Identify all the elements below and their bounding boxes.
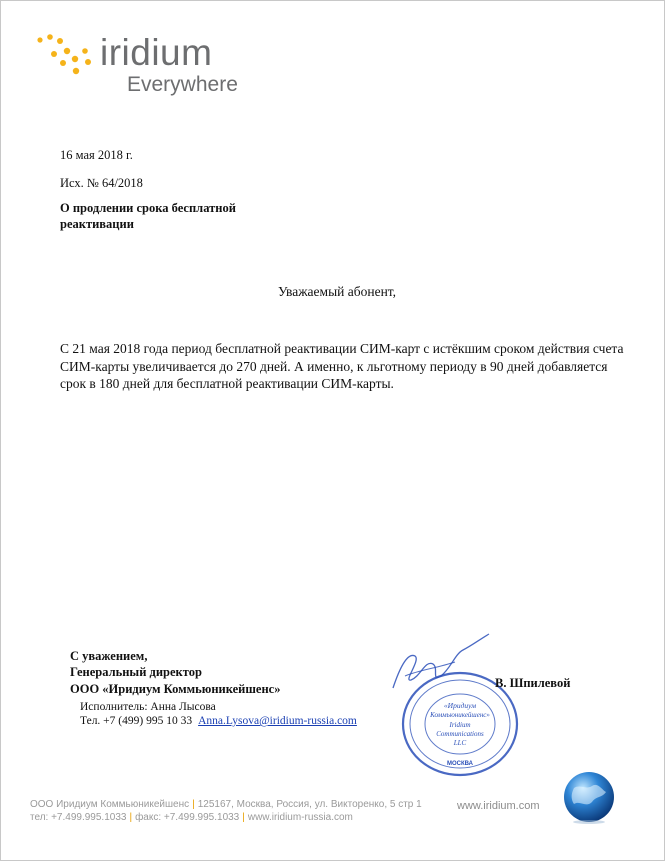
letter-reference: Исх. № 64/2018 bbox=[60, 176, 143, 190]
footer-site-link[interactable]: www.iridium.com bbox=[457, 800, 540, 812]
email-link[interactable]: Anna.Lysova@iridium-russia.com bbox=[198, 715, 357, 727]
body-line: СИМ-карты увеличивается до 270 дней. А именно, к льготному периоду в 90 дней добавляется bbox=[60, 358, 608, 374]
footer-fax: факс: +7.499.995.1033 bbox=[135, 812, 240, 823]
stamp-line: Communications bbox=[436, 730, 484, 738]
contact-line bbox=[80, 715, 357, 729]
footer-separator: | bbox=[242, 812, 245, 823]
footer-address-line bbox=[30, 799, 422, 810]
subject-line: реактивации bbox=[60, 216, 134, 231]
logo-tagline: Everywhere bbox=[127, 73, 238, 96]
stamp-line: Коммьюникейшенс» bbox=[430, 711, 490, 719]
body-line: С 21 мая 2018 года период бесплатной реактивации СИМ-карт с истёкшим сроком действия счета bbox=[60, 341, 624, 356]
letter-date: 16 мая 2018 г. bbox=[60, 148, 133, 162]
stamp-line: LLC bbox=[453, 739, 467, 747]
greeting: Уважаемый абонент, bbox=[278, 284, 397, 299]
footer-separator: | bbox=[129, 812, 133, 823]
body-line: срок в 180 дней для бесплатной реактивации СИМ-карты. bbox=[60, 376, 394, 392]
executor: Исполнитель: Анна Лысова bbox=[80, 701, 216, 713]
letter-body bbox=[60, 340, 624, 393]
footer-address: 125167, Москва, Россия, ул. Викторенко, 5 стр 1 bbox=[197, 799, 422, 810]
footer-contact-line bbox=[30, 812, 353, 823]
phone: Тел. +7 (499) 995 10 33 bbox=[80, 715, 193, 727]
subject-line: О продлении срока бесплатной bbox=[60, 201, 236, 215]
footer-separator: | bbox=[192, 799, 195, 810]
closing-line: Генеральный директор bbox=[70, 665, 202, 680]
globe-icon bbox=[562, 770, 616, 824]
footer-web[interactable]: www.iridium-russia.com bbox=[247, 812, 353, 823]
stamp-line: Iridium bbox=[449, 721, 471, 729]
signature bbox=[385, 630, 495, 700]
stamp-line: «Иридиум bbox=[443, 701, 477, 710]
signer-name: В. Шпилевой bbox=[495, 676, 571, 690]
closing-line: С уважением, bbox=[70, 649, 148, 663]
logo-wordmark: iridium bbox=[100, 32, 213, 73]
closing-line: ООО «Иридиум Коммьюникейшенс» bbox=[70, 681, 281, 696]
stamp-city: МОСКВА bbox=[446, 761, 474, 767]
footer-tel: тел: +7.499.995.1033 bbox=[30, 812, 127, 823]
letter-subject bbox=[60, 201, 260, 232]
footer-company: ООО Иридиум Коммьюникейшенс bbox=[30, 799, 190, 810]
closing-block bbox=[70, 648, 280, 697]
